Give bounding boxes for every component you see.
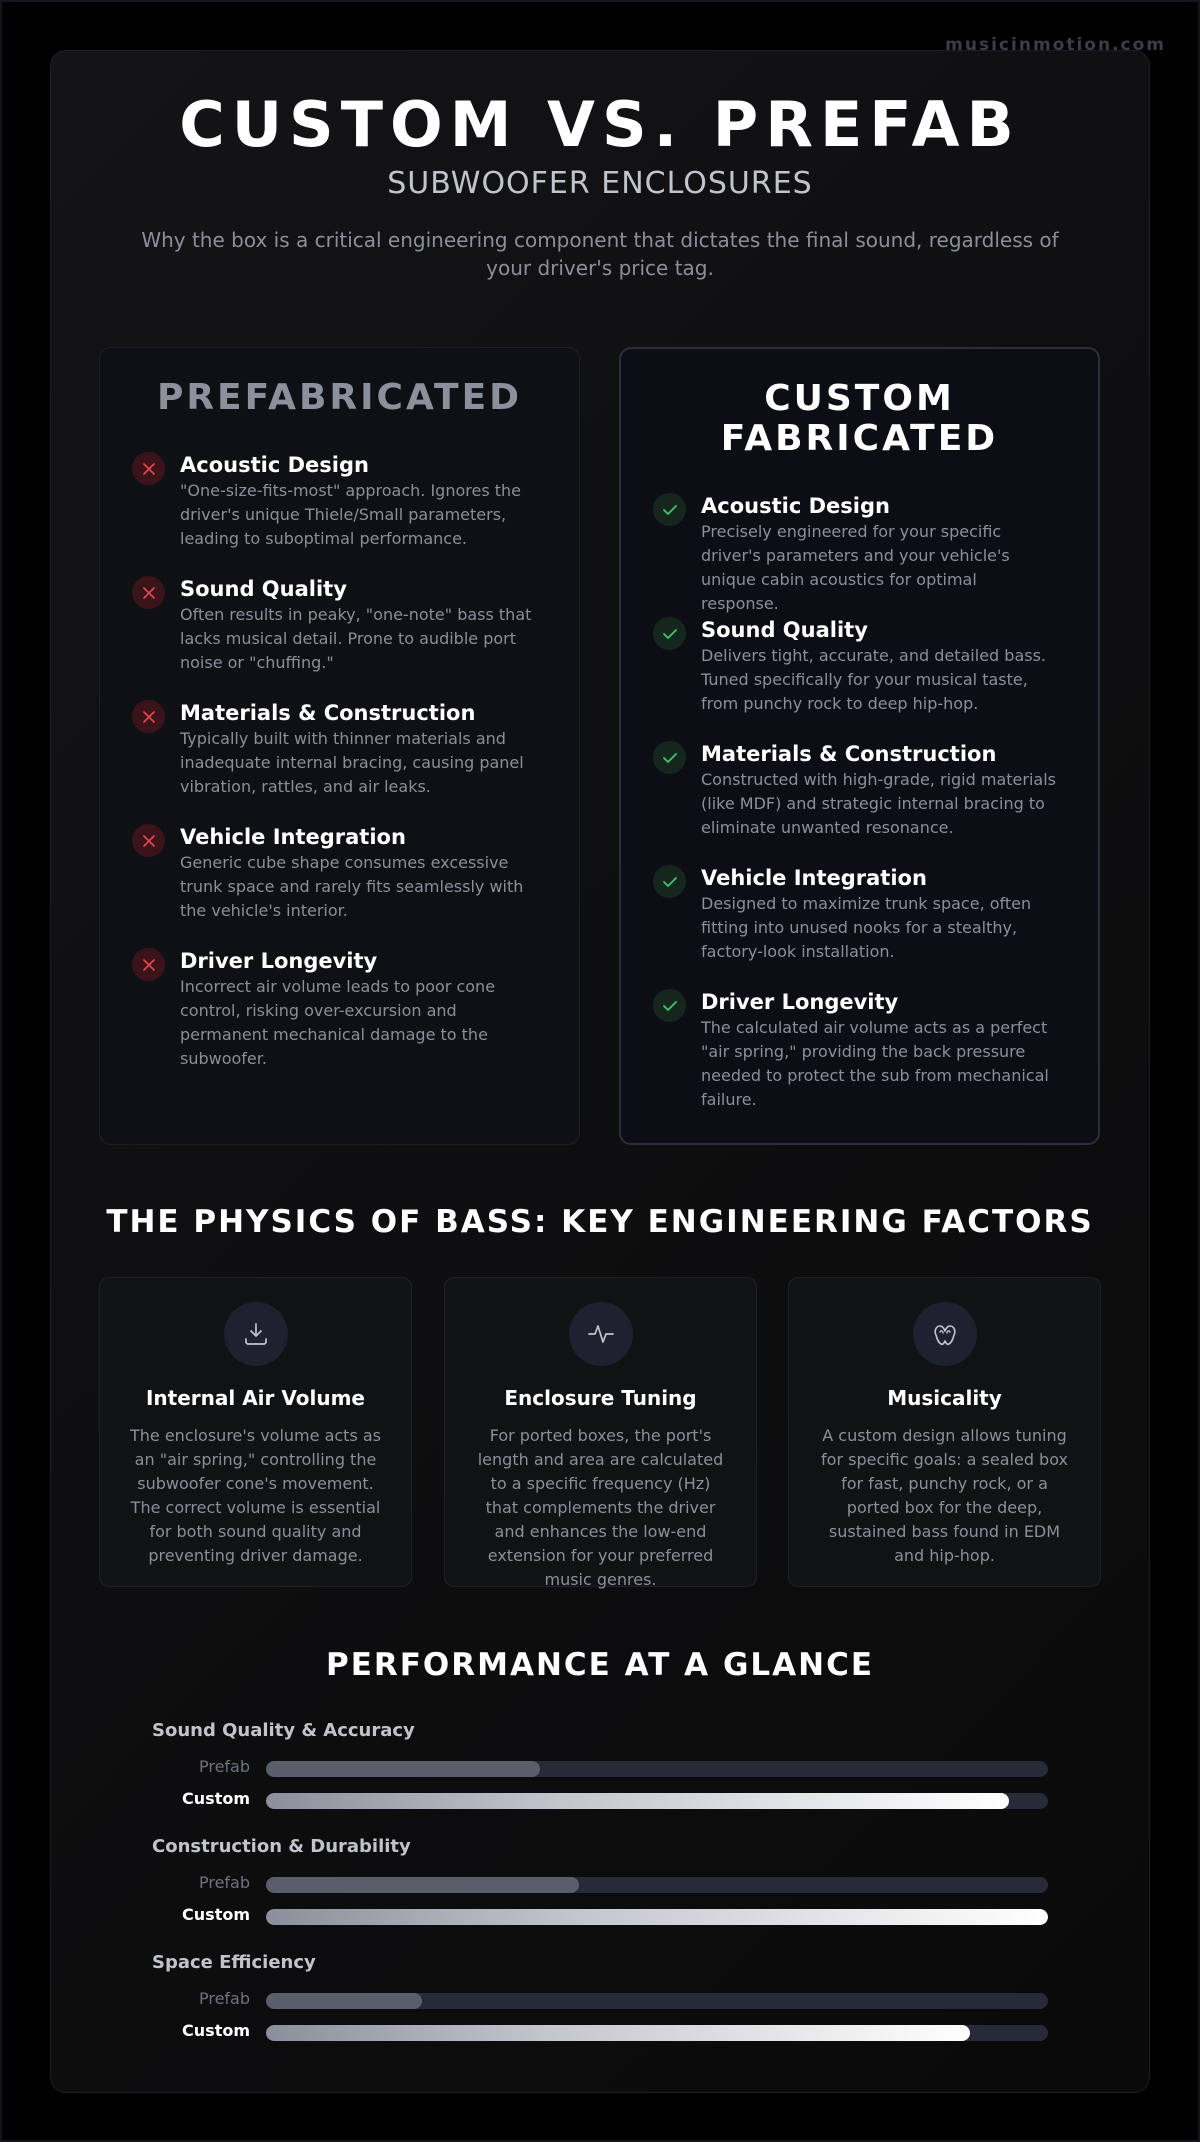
custom-label: Custom xyxy=(182,1789,250,1808)
check-icon xyxy=(653,617,686,650)
list-item xyxy=(100,576,579,700)
factor-text: A custom design allows tuning for specific goals: a sealed box for fast, punchy rock, or a ported box for the deep, sustained bass found in EDM and hip-hop. xyxy=(821,1426,1068,1565)
metric-group xyxy=(152,1952,1048,2047)
factor-title: Internal Air Volume xyxy=(145,1386,365,1410)
custom-row xyxy=(152,1899,1048,1931)
factor-text: The enclosure's volume acts as an "air spring," controlling the subwoofer cone's movement. The correct volume is essential for both sound quality and preventing driver damage. xyxy=(129,1426,382,1565)
custom-bar xyxy=(266,1909,1048,1925)
item-title: Acoustic Design xyxy=(701,494,890,518)
progress-track xyxy=(266,1793,1048,1809)
list-item xyxy=(100,700,579,824)
metric-label: Construction & Durability xyxy=(152,1836,411,1857)
factor-card xyxy=(99,1277,412,1587)
item-text: Designed to maximize trunk space, often fitting into unused nooks for a stealthy, factory-look installation. xyxy=(701,894,1032,961)
prefab-label: Prefab xyxy=(198,1989,250,2008)
page-description: Why the box is a critical engineering component that dictates the final sound, regardless of your driver's price tag. xyxy=(141,228,1059,280)
factor-title: Musicality xyxy=(887,1386,1002,1410)
prefab-row xyxy=(152,1983,1048,2015)
prefab-bar xyxy=(266,1877,579,1893)
x-icon xyxy=(132,452,165,485)
check-icon xyxy=(653,865,686,898)
item-text: The calculated air volume acts as a perfect "air spring," providing the back pressure needed to protect the sub from mechanical failure. xyxy=(701,1018,1049,1109)
item-text: Generic cube shape consumes excessive trunk space and rarely fits seamlessly with the vehicle's interior. xyxy=(180,853,524,920)
physics-title: THE PHYSICS OF BASS: KEY ENGINEERING FACTORS xyxy=(106,1204,1094,1240)
factor-title: Enclosure Tuning xyxy=(504,1386,697,1410)
list-item xyxy=(100,948,579,1072)
custom-row xyxy=(152,1783,1048,1815)
check-icon xyxy=(653,493,686,526)
custom-column xyxy=(619,347,1100,1145)
item-title: Acoustic Design xyxy=(180,453,369,477)
prefab-label: Prefab xyxy=(198,1757,250,1776)
metric-group xyxy=(152,1720,1048,1815)
item-text: Typically built with thinner materials and inadequate internal bracing, causing panel vibration, rattles, and air leaks. xyxy=(180,729,524,796)
metric-group xyxy=(152,1836,1048,1931)
list-item xyxy=(621,493,1098,617)
list-item xyxy=(100,824,579,948)
item-title: Materials & Construction xyxy=(180,701,476,725)
item-title: Driver Longevity xyxy=(180,949,378,973)
prefab-label: Prefab xyxy=(198,1873,250,1892)
item-title: Sound Quality xyxy=(701,618,868,642)
item-title: Materials & Construction xyxy=(701,742,997,766)
list-item xyxy=(621,741,1098,865)
download-icon xyxy=(224,1302,288,1366)
x-icon xyxy=(132,700,165,733)
prefab-list xyxy=(100,452,579,1072)
list-item xyxy=(100,452,579,576)
x-icon xyxy=(132,576,165,609)
metric-label: Space Efficiency xyxy=(152,1952,316,1973)
custom-title-line1: CUSTOM xyxy=(764,378,955,419)
custom-row xyxy=(152,2015,1048,2047)
prefab-column xyxy=(99,347,580,1145)
factor-card xyxy=(444,1277,757,1587)
prefab-row xyxy=(152,1867,1048,1899)
factor-text: For ported boxes, the port's length and area are calculated to a specific frequency (Hz) that complements the driver and enhances the low-end extension for your preferred music genres. xyxy=(477,1426,724,1589)
performance-title: PERFORMANCE AT A GLANCE xyxy=(325,1647,875,1683)
item-title: Sound Quality xyxy=(180,577,347,601)
metric-label: Sound Quality & Accuracy xyxy=(152,1720,415,1741)
prefab-row xyxy=(152,1751,1048,1783)
custom-bar xyxy=(266,1793,1009,1809)
item-text: Precisely engineered for your specific driver's parameters and your vehicle's unique cabin acoustics for optimal response. xyxy=(701,522,1010,613)
page-subtitle: SUBWOOFER ENCLOSURES xyxy=(387,166,813,201)
x-icon xyxy=(132,824,165,857)
custom-label: Custom xyxy=(182,1905,250,1924)
progress-track xyxy=(266,1877,1048,1893)
item-text: Delivers tight, accurate, and detailed bass. Tuned specifically for your musical taste, from punchy rock to deep hip-hop. xyxy=(701,646,1046,713)
custom-title-line2: FABRICATED xyxy=(720,418,999,459)
prefab-bar xyxy=(266,1993,422,2009)
site-watermark: musicinmotion.com xyxy=(945,35,1166,55)
check-icon xyxy=(653,741,686,774)
waveform-icon xyxy=(569,1302,633,1366)
check-icon xyxy=(653,989,686,1022)
custom-title xyxy=(621,379,1098,459)
list-item xyxy=(621,617,1098,741)
item-text: "One-size-fits-most" approach. Ignores the driver's unique Thiele/Small parameters, leading to suboptimal performance. xyxy=(180,481,521,548)
custom-bar xyxy=(266,2025,970,2041)
headphones-icon xyxy=(913,1302,977,1366)
progress-track xyxy=(266,1909,1048,1925)
progress-track xyxy=(266,1993,1048,2009)
list-item xyxy=(621,865,1098,989)
custom-label: Custom xyxy=(182,2021,250,2040)
prefab-bar xyxy=(266,1761,540,1777)
page-title: CUSTOM VS. PREFAB xyxy=(179,88,1021,161)
item-text: Constructed with high-grade, rigid materials (like MDF) and strategic internal bracing to eliminate unwanted resonance. xyxy=(701,770,1056,837)
item-title: Vehicle Integration xyxy=(180,825,406,849)
list-item xyxy=(621,989,1098,1113)
item-text: Incorrect air volume leads to poor cone control, risking over-excursion and permanent mechanical damage to the subwoofer. xyxy=(180,977,496,1068)
custom-list xyxy=(621,493,1098,1113)
progress-track xyxy=(266,1761,1048,1777)
prefab-title: PREFABRICATED xyxy=(156,377,523,418)
item-text: Often results in peaky, "one-note" bass that lacks musical detail. Prone to audible port noise or "chuffing." xyxy=(180,605,532,672)
progress-track xyxy=(266,2025,1048,2041)
x-icon xyxy=(132,948,165,981)
item-title: Driver Longevity xyxy=(701,990,899,1014)
item-title: Vehicle Integration xyxy=(701,866,927,890)
factor-card xyxy=(788,1277,1101,1587)
